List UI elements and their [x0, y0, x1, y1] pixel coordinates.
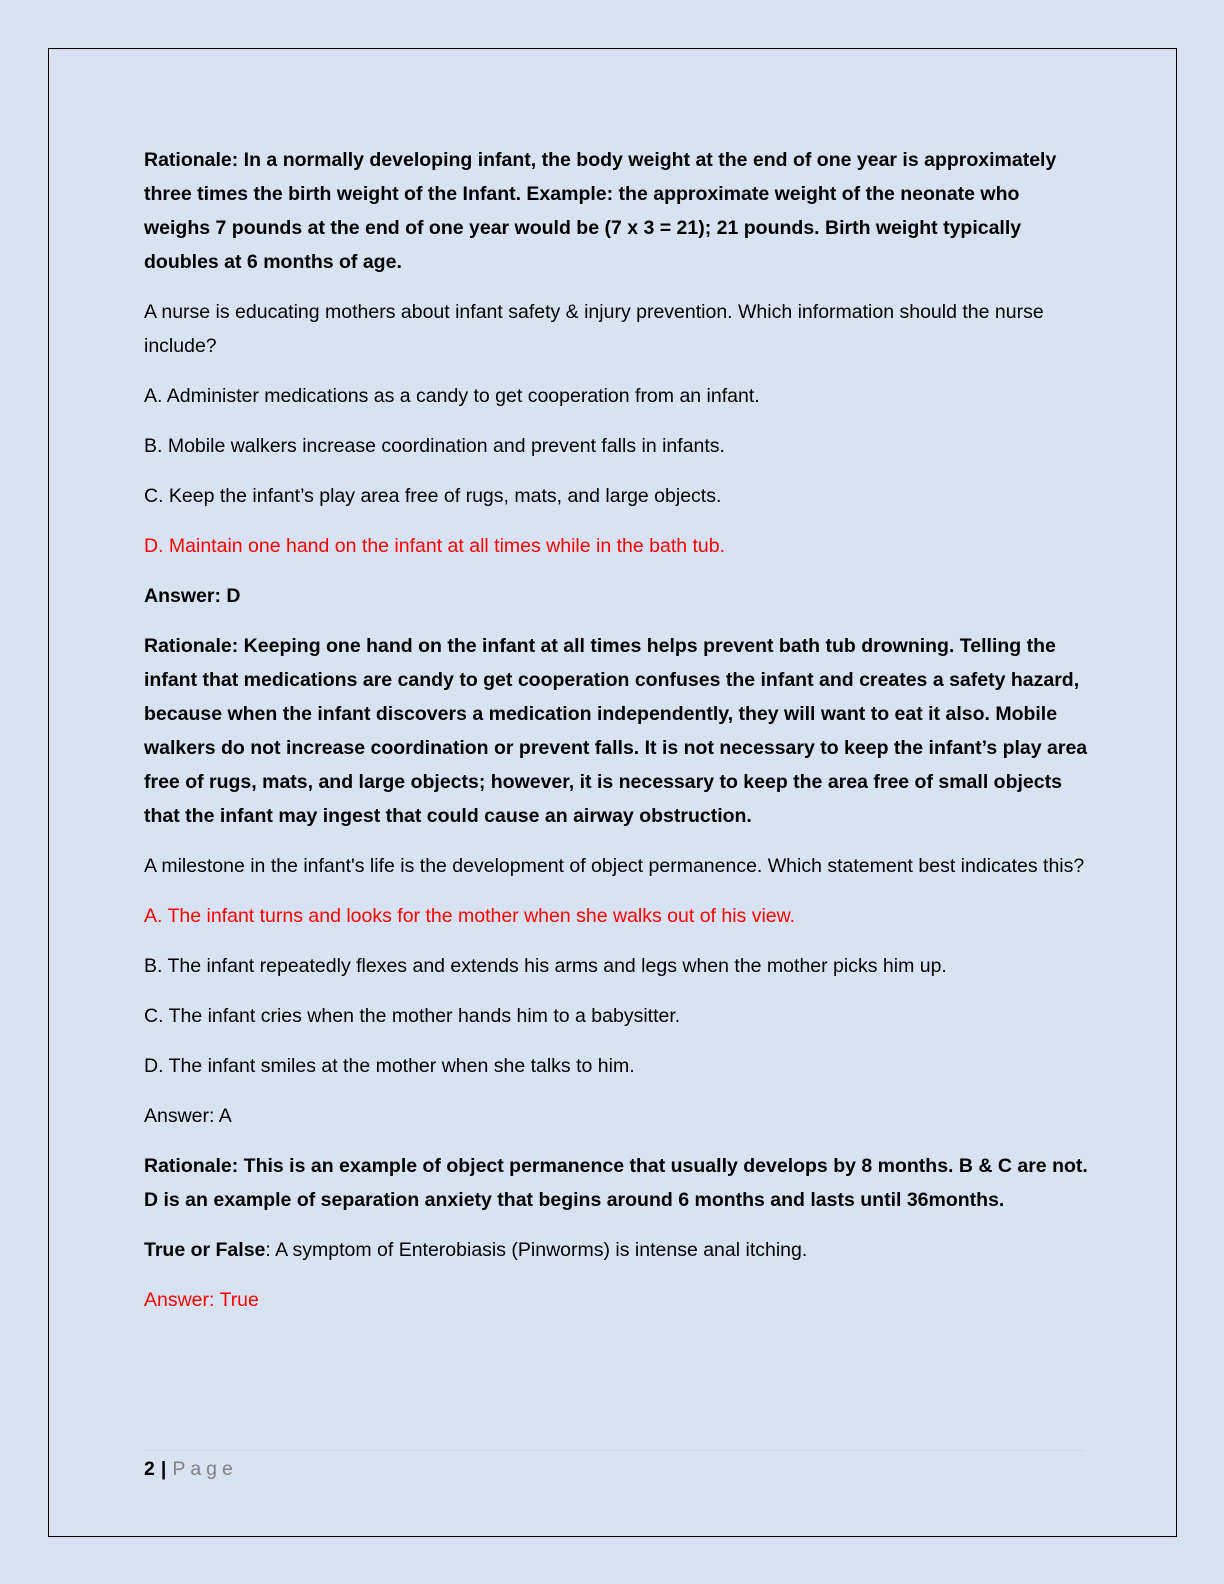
option-a-permanence-correct: A. The infant turns and looks for the mother when she walks out of his view.	[144, 905, 796, 927]
document-body	[144, 143, 1088, 1333]
footer-separator: |	[160, 1458, 167, 1480]
rationale-permanence-paragraph: Rationale: This is an example of object permanence that usually develops by 8 months. B & C are not. D is an example of separation anxiety that begins around 6 months and lasts until 36months.	[144, 1155, 1088, 1211]
question-object-permanence: A milestone in the infant's life is the development of object permanence. Which statement best indicates this?	[144, 855, 1085, 877]
option-b-safety: B. Mobile walkers increase coordination and prevent falls in infants.	[144, 435, 725, 457]
question-safety: A nurse is educating mothers about infant safety & injury prevention. Which information should the nurse include?	[144, 301, 1044, 357]
rationale-weight-paragraph: Rationale: In a normally developing infant, the body weight at the end of one year is approximately three times the birth weight of the Infant. Example: the approximate weight of the neonate who weighs 7 pounds at the end of one year would be (7 x 3 = 21); 21 pounds. Birth weight typically doubles at 6 months of age.	[144, 149, 1057, 273]
option-b-permanence: B. The infant repeatedly flexes and extends his arms and legs when the mother picks him up.	[144, 955, 947, 977]
option-d-permanence: D. The infant smiles at the mother when she talks to him.	[144, 1055, 635, 1077]
page-footer	[144, 1455, 238, 1483]
page-number: 2	[144, 1458, 155, 1480]
true-false-question	[144, 1233, 1088, 1267]
footer-divider	[144, 1450, 1084, 1451]
option-c-permanence: C. The infant cries when the mother hands him to a babysitter.	[144, 1005, 681, 1027]
answer-true-false: Answer: True	[144, 1289, 259, 1311]
option-a-safety: A. Administer medications as a candy to get cooperation from an infant.	[144, 385, 760, 407]
true-false-label: True or False	[144, 1239, 266, 1261]
option-d-safety-correct: D. Maintain one hand on the infant at all times while in the bath tub.	[144, 535, 726, 557]
rationale-safety-paragraph: Rationale: Keeping one hand on the infant at all times helps prevent bath tub drowning. Telling the infant that medications are candy to get cooperation confuses the infant and creates a safety hazard, because when the infant discovers a medication independently, they will want to eat it also. Mobile walkers do not increase coordination or prevent falls. It is not necessary to keep the infant’s play area free of rugs, mats, and large objects; however, it is necessary to keep the area free of small objects that the infant may ingest that could cause an airway obstruction.	[144, 635, 1088, 827]
option-c-safety: C. Keep the infant’s play area free of rugs, mats, and large objects.	[144, 485, 722, 507]
page-label: Page	[172, 1458, 238, 1480]
answer-permanence: Answer: A	[144, 1105, 232, 1127]
true-false-text: : A symptom of Enterobiasis (Pinworms) is intense anal itching.	[265, 1239, 808, 1261]
answer-safety: Answer: D	[144, 585, 241, 607]
